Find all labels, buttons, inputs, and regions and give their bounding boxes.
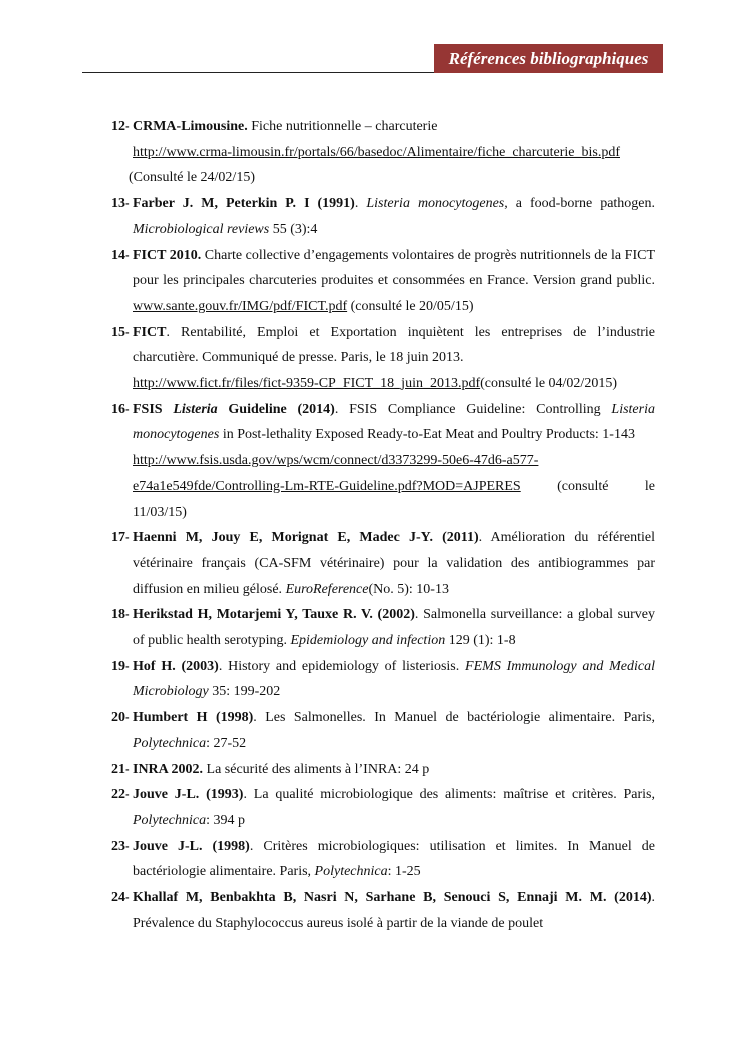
reference-journal: Microbiological reviews bbox=[133, 221, 270, 237]
reference-author: FSIS bbox=[133, 401, 174, 417]
reference-text: , a food-borne pathogen. bbox=[504, 196, 656, 212]
reference-author: INRA 2002. bbox=[133, 761, 204, 777]
reference-author: FICT bbox=[133, 324, 167, 340]
reference-journal: Polytechnica bbox=[133, 812, 207, 828]
reference-number: 22- bbox=[111, 787, 130, 803]
reference-15 bbox=[111, 320, 655, 397]
reference-text: La sécurité des aliments à l’INRA: 24 p bbox=[203, 761, 430, 777]
reference-text: . Critères microbiologiques: utilisation et limites. In Manuel de bactériologie alimentaire. Paris, bbox=[133, 838, 655, 880]
reference-16 bbox=[111, 397, 655, 526]
page-section-title: Références bibliographiques bbox=[434, 44, 663, 73]
reference-text: Charte collective d’engagements volontaires de progrès nutritionnels de la FICT pour les principales charcuteries produites et consommées en France. Version grand public. bbox=[133, 247, 656, 289]
reference-tail: 35: 199-202 bbox=[208, 684, 281, 700]
reference-author: Guideline (2014) bbox=[217, 401, 335, 417]
reference-journal: Polytechnica bbox=[133, 735, 207, 751]
reference-consulted: (Consulté le 24/02/15) bbox=[129, 170, 255, 186]
reference-24 bbox=[111, 885, 655, 936]
reference-text: . Salmonella surveillance: a global survey of public health serotyping. bbox=[133, 607, 656, 649]
reference-13 bbox=[111, 191, 655, 242]
reference-number: 19- bbox=[111, 658, 130, 674]
reference-number: 24- bbox=[111, 890, 130, 906]
reference-number: 18- bbox=[111, 607, 130, 623]
reference-tail: (No. 5): 10-13 bbox=[368, 581, 449, 597]
reference-species: Listeria monocytogenes bbox=[133, 401, 655, 443]
reference-text: . History and epidemiology of listeriosis. bbox=[218, 658, 466, 674]
reference-number: 12- bbox=[111, 119, 130, 134]
reference-text: . FSIS Compliance Guideline: Controlling bbox=[334, 401, 612, 417]
reference-author: FICT 2010. bbox=[133, 247, 202, 263]
reference-23 bbox=[111, 834, 655, 885]
reference-number: 21- bbox=[111, 761, 130, 777]
reference-consulted: le bbox=[644, 478, 655, 494]
reference-text: . bbox=[354, 196, 367, 212]
reference-18 bbox=[111, 602, 655, 653]
reference-22 bbox=[111, 782, 655, 833]
reference-link[interactable]: http://www.fsis.usda.gov/wps/wcm/connect/d3373299-50e6-47d6-a577- bbox=[133, 453, 539, 469]
reference-author: Haenni M, Jouy E, Morignat E, Madec J-Y. (2011) bbox=[133, 530, 479, 546]
reference-link[interactable]: www.sante.gouv.fr/IMG/pdf/FICT.pdf bbox=[133, 298, 348, 314]
reference-number: 23- bbox=[111, 838, 130, 854]
reference-author: Hof H. (2003) bbox=[133, 658, 219, 674]
reference-text: . Prévalence du Staphylococcus aureus isolé à partir de la viande de poulet bbox=[133, 890, 655, 931]
reference-species: Listeria bbox=[173, 401, 218, 417]
reference-journal: Polytechnica bbox=[314, 864, 388, 880]
reference-consulted: 11/03/15) bbox=[133, 504, 187, 520]
reference-species: Listeria monocytogenes bbox=[366, 196, 505, 212]
reference-list bbox=[111, 114, 655, 937]
reference-author: Farber J. M, Peterkin P. I (1991) bbox=[133, 196, 355, 212]
reference-tail: : 394 p bbox=[206, 812, 245, 828]
reference-14 bbox=[111, 243, 655, 320]
reference-tail: 55 (3):4 bbox=[269, 221, 318, 237]
reference-consulted: (consulté le 04/02/2015) bbox=[480, 376, 617, 392]
reference-journal: FEMS Immunology and Medical Microbiology bbox=[133, 658, 656, 700]
reference-author: Herikstad H, Motarjemi Y, Tauxe R. V. (2002) bbox=[133, 607, 415, 623]
reference-19 bbox=[111, 654, 655, 705]
reference-12 bbox=[111, 114, 655, 191]
reference-link[interactable]: http://www.fict.fr/files/fict-9359-CP_FICT_18_juin_2013.pdf bbox=[133, 376, 481, 392]
reference-text: . La qualité microbiologique des aliments: maîtrise et critères. Paris, bbox=[243, 787, 656, 803]
reference-author: Jouve J-L. (1993) bbox=[133, 787, 244, 803]
reference-number: 20- bbox=[111, 710, 130, 726]
reference-link[interactable]: e74a1e549fde/Controlling-Lm-RTE-Guideline.pdf?MOD=AJPERES bbox=[133, 478, 521, 494]
reference-tail: : 1-25 bbox=[387, 864, 421, 880]
reference-number: 16- bbox=[111, 401, 130, 417]
reference-journal: Epidemiology and infection bbox=[290, 633, 446, 649]
reference-text: . Rentabilité, Emploi et Exportation inquiètent les entreprises de l’industrie charcutière. Communiqué de presse. Paris, le 18 juin 2013. bbox=[133, 324, 655, 366]
reference-consulted: (consulté bbox=[557, 478, 609, 494]
reference-number: 17- bbox=[111, 530, 130, 546]
reference-journal: EuroReference bbox=[285, 581, 369, 597]
reference-consulted: (consulté le 20/05/15) bbox=[347, 298, 474, 314]
reference-number: 14- bbox=[111, 247, 130, 263]
reference-author: Khallaf M, Benbakhta B, Nasri N, Sarhane B, Senouci S, Ennaji M. M. (2014) bbox=[133, 890, 652, 906]
reference-tail: : 27-52 bbox=[206, 735, 247, 751]
reference-number: 13- bbox=[111, 196, 130, 212]
reference-tail: 129 (1): 1-8 bbox=[445, 633, 516, 649]
reference-text: . Amélioration du référentiel vétérinaire français (CA-SFM vétérinaire) pour la validation des antibiogrammes par diffusion en milieu gélosé. bbox=[133, 530, 655, 597]
reference-text: in Post-lethality Exposed Ready-to-Eat Meat and Poultry Products: 1-143 bbox=[219, 427, 635, 443]
reference-author: Humbert H (1998) bbox=[133, 710, 254, 726]
reference-number: 15- bbox=[111, 324, 130, 340]
reference-text: Fiche nutritionnelle – charcuterie bbox=[247, 119, 438, 134]
reference-20 bbox=[111, 705, 655, 756]
reference-17 bbox=[111, 525, 655, 602]
reference-link[interactable]: http://www.crma-limousin.fr/portals/66/basedoc/Alimentaire/fiche_charcuterie_bis.pdf bbox=[133, 144, 620, 160]
reference-author: Jouve J-L. (1998) bbox=[133, 838, 250, 854]
reference-text: . Les Salmonelles. In Manuel de bactériologie alimentaire. Paris, bbox=[253, 710, 655, 726]
reference-author: CRMA-Limousine. bbox=[133, 119, 248, 134]
reference-21 bbox=[111, 757, 655, 783]
